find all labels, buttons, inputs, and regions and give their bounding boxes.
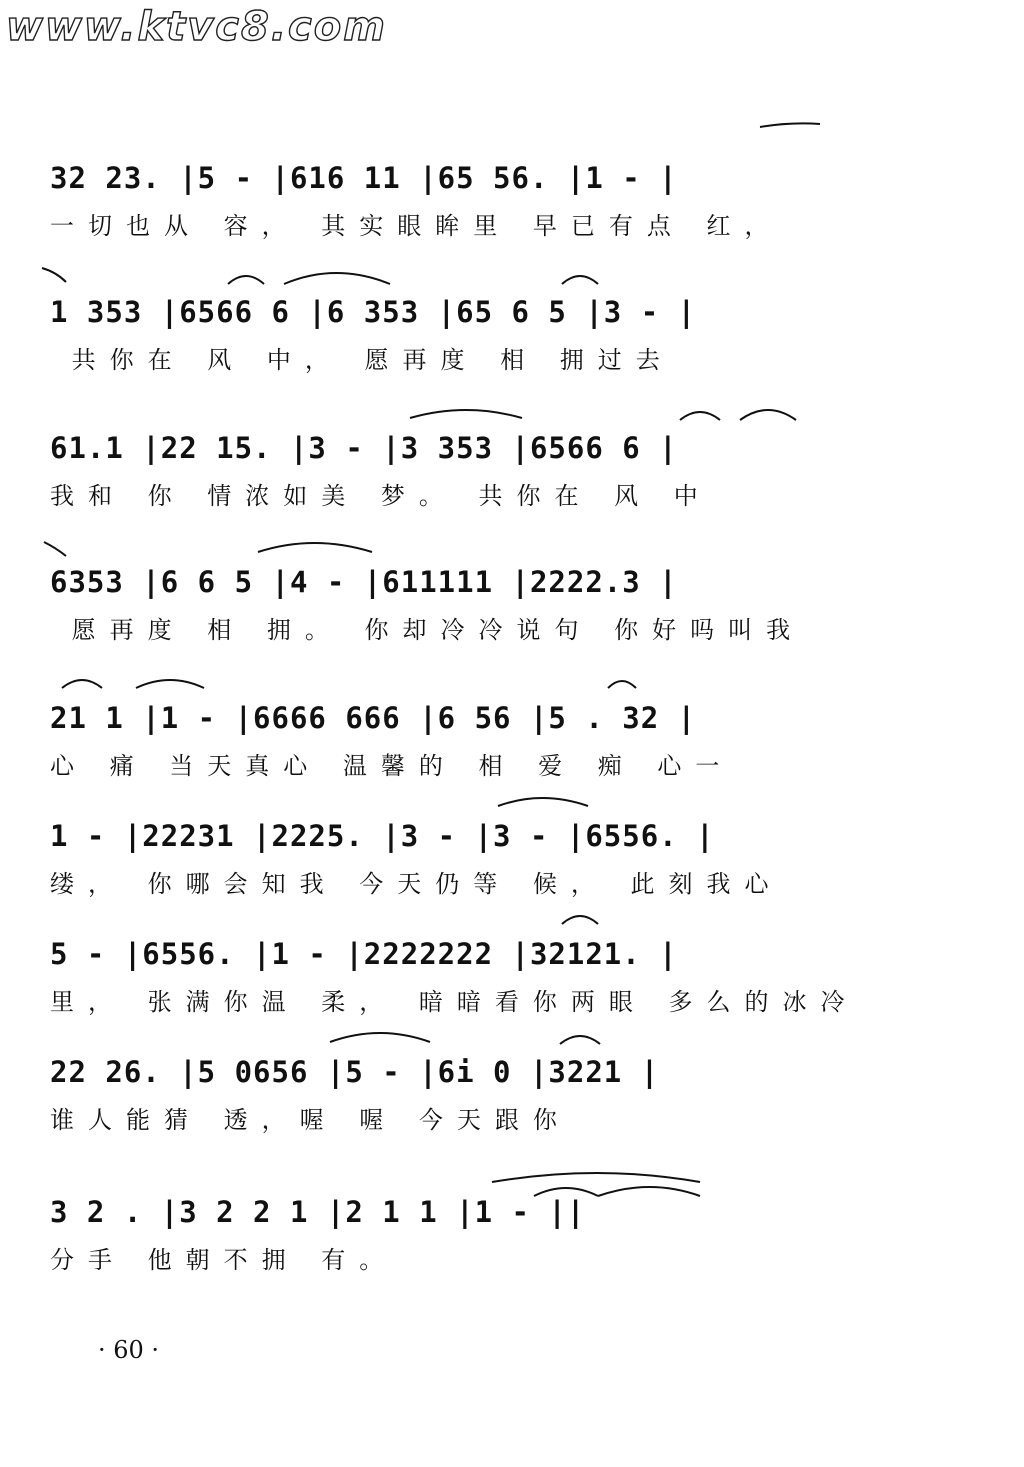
lyric-line: 愿再度 相 拥。 你却冷冷说句 你好吗叫我 bbox=[50, 616, 805, 644]
lyric-line: 里， 张满你温 柔， 暗暗看你两眼 多么的冰冷 bbox=[50, 988, 859, 1016]
page-number: · 60 · bbox=[98, 1336, 160, 1364]
notation-system bbox=[50, 148, 840, 268]
lyric-line: 谁人能猜 透，喔 喔 今天跟你 bbox=[50, 1106, 571, 1134]
notation-system bbox=[50, 282, 840, 402]
notation-system bbox=[50, 1042, 840, 1162]
lyric-line: 一切也从 容， 其实眼眸里 早已有点 红， bbox=[50, 212, 783, 240]
notation-system bbox=[50, 924, 859, 1044]
notation-system bbox=[50, 552, 840, 672]
jianpu-notes: 32 23. |5 - |616 11 |65 56. |1 - | bbox=[50, 161, 678, 195]
jianpu-notes: 1 353 |6566 6 |6 353 |65 6 5 |3 - | bbox=[50, 295, 697, 329]
jianpu-notes: 5 - |6556. |1 - |2222222 |32121. | bbox=[50, 937, 678, 971]
jianpu-notes: 22 26. |5 0656 |5 - |6i 0 |3221 | bbox=[50, 1055, 660, 1089]
notation-system bbox=[50, 418, 840, 538]
jianpu-notes: 61.1 |22 15. |3 - |3 353 |6566 6 | bbox=[50, 431, 678, 465]
jianpu-notes: 1 - |22231 |2225. |3 - |3 - |6556. | bbox=[50, 819, 715, 853]
lyric-line: 共你在 风 中， 愿再度 相 拥过去 bbox=[50, 346, 674, 374]
notation-system bbox=[50, 1182, 840, 1302]
jianpu-notes: 21 1 |1 - |6666 666 |6 56 |5 . 32 | bbox=[50, 701, 697, 735]
watermark-logo: www.ktvc8.com bbox=[6, 4, 387, 50]
jianpu-notes: 6353 |6 6 5 |4 - |611111 |2222.3 | bbox=[50, 565, 678, 599]
lyric-line: 我和 你 情浓如美 梦。 共你在 风 中 bbox=[50, 482, 712, 510]
lyric-line: 缕， 你哪会知我 今天仍等 候， 此刻我心 bbox=[50, 870, 783, 898]
notation-system bbox=[50, 688, 840, 808]
jianpu-notes: 3 2 . |3 2 2 1 |2 1 1 |1 - || bbox=[50, 1195, 586, 1229]
lyric-line: 心 痛 当天真心 温馨的 相 爱 痴 心一 bbox=[50, 752, 734, 780]
lyric-line: 分手 他朝不拥 有。 bbox=[50, 1246, 398, 1274]
notation-system bbox=[50, 806, 840, 926]
